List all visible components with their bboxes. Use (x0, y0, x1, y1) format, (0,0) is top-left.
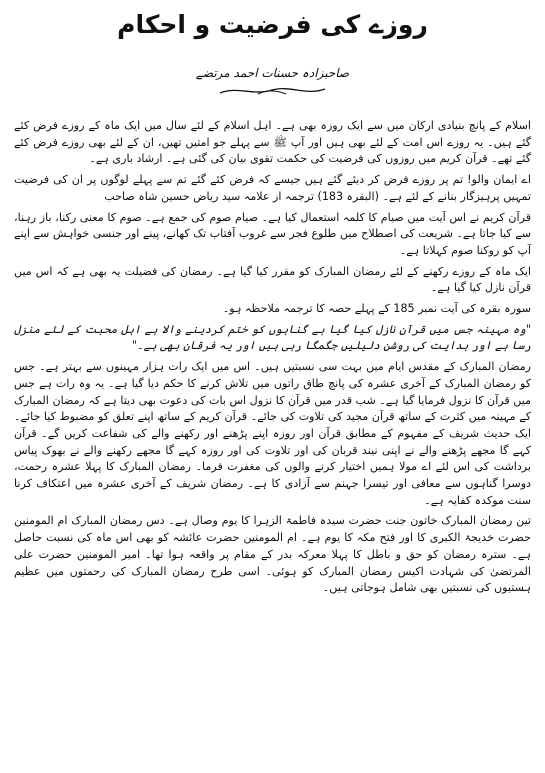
paragraph: سورہ بقرہ کی آیت نمبر 185 کے پہلے حصہ کا ترجمہ ملاحظہ ہو۔ (222, 302, 531, 316)
paragraph: اسلام کے پانچ بنیادی ارکان میں سے ایک روزہ بھی ہے۔ اہل اسلام کے لئے سال میں ایک ماہ کے روزے فرض کئے گئے ہیں۔ یہ روزے اس امت کے لئے بھی ہیں اور آپ ﷺ سے پہلے جو امتیں تھیں، ان کے لئے بھی روزے فرض کئے گئے تھے۔ قرآن کریم میں روزوں کی فرضیت کی حکمت تقوی بیان کی گئی ہے۔ ارشاد باری ہے۔ (14, 119, 531, 166)
article-title: روزے کی فرضیت و احکام (117, 10, 428, 39)
paragraph: رمضان المبارک کے مقدس ایام میں بہت سی نسبتیں ہیں۔ اس میں ایک رات ہزار مہینوں سے بہتر ہے۔ جس کو رمضان المبارک کے آخری عشرہ کی پانچ طاق راتوں میں تلاش کرنے کا حکم دیا گیا ہے۔ یہ وہ رات ہے جس میں قرآن کا نزول فرمایا گیا ہے۔ شب قدر میں قرآن کا نزول اس بات کی دعوت بھی دیتا ہے کہ رمضان المبارک کے مہینہ میں کثرت کے ساتھ قرآن مجید کی تلاوت کی جائے۔ قرآن کریم کے ساتھ اپنے تعلق کو مضبوط کیا جائے۔ ایک حدیث شریف کے مفہوم کے مطابق قرآن اور روزہ اپنے پڑھنے اور رکھنے والے کی شفاعت کریں گے۔ قرآن کہے گا مجھے پڑھنے والے نے اپنی نیند قربان کی اور تلاوت کی اور روزہ کہے گا مجھے رکھنے والے نے بھوک پیاس برداشت کی اس لئے اے مولا ہمیں اختیار کرنے والوں کی مغفرت فرما۔ رمضان المبارک کا پہلا عشرہ رحمت، دوسرا گناہوں سے معافی اور تیسرا جہنم سے آزادی کا ہے۔ رمضان شریف کے آخری عشرہ میں اعتکاف کرنا سنت موکدہ کفایہ ہے۔ (14, 360, 531, 507)
author-byline: صاحبزادہ حسنات احمد مرتضے (195, 66, 350, 80)
paragraph: قرآن کریم نے اس آیت میں صیام کا کلمہ استعمال کیا ہے۔ صیام صوم کی جمع ہے۔ صوم کا معنی رکنا، باز رہنا، سے کیا جاتا ہے۔ شریعت کی اصطلاح میں طلوع فجر سے غروب آفتاب تک کھانے، پینے اور جنسی خواہش سے اپنے آپ کو روکنا صوم کہلاتا ہے۔ (14, 210, 531, 257)
paragraph: تین رمضان المبارک خاتون جنت حضرت سیدہ فاطمۃ الزہرا کا یوم وصال ہے۔ دس رمضان المبارک ام المومنین حضرت خدیجۃ الکبری کا اور فتح مکہ کا یوم ہے۔ ام المومنین حضرت عائشہ کو بھی اس ماہ کی نسبت حاصل ہے۔ سترہ رمضان کو حق و باطل کا پہلا معرکہ بدر کے مقام پر واقعہ ہوا تھا۔ امیر المومنین حضرت علی المرتضیٰ کی شہادت اکیس رمضان المبارک کو ہوئی۔ اسی طرح رمضان المبارک کی رحمتوں میں عظیم ہستیوں کی نسبتیں بھی شامل ہوجاتی ہیں۔ (14, 514, 531, 595)
quoted-verse: "وہ مہینہ جس میں قرآن نازل کیا گیا ہے گناہوں کو ختم کردینے والا ہے اہل محبت کے لئے منزل رسا ہے اور ہدایت کی روشن دلیلیں جگمگا رہی ہیں اور یہ فرقان بھی ہے۔" (14, 322, 531, 353)
paragraph: اے ایمان والو! تم پر روزے فرض کر دیئے گئے ہیں جیسے کہ فرض کئے گئے تم سے پہلے لوگوں پر ان کی فرضیت تمہیں پرہیزگار بنانے کے لئے ہے۔ (البقرہ 183) ترجمہ از علامہ سید ریاض حسین شاہ صاحب (14, 173, 531, 203)
article-body (14, 118, 531, 601)
divider-ornament (218, 84, 327, 98)
paragraph: ایک ماہ کے روزے رکھنے کے لئے رمضان المبارک کو مقرر کیا گیا ہے۔ رمضان کی فضیلت یہ بھی ہے کہ اس میں قرآن نازل کیا گیا ہے۔ (14, 264, 531, 295)
